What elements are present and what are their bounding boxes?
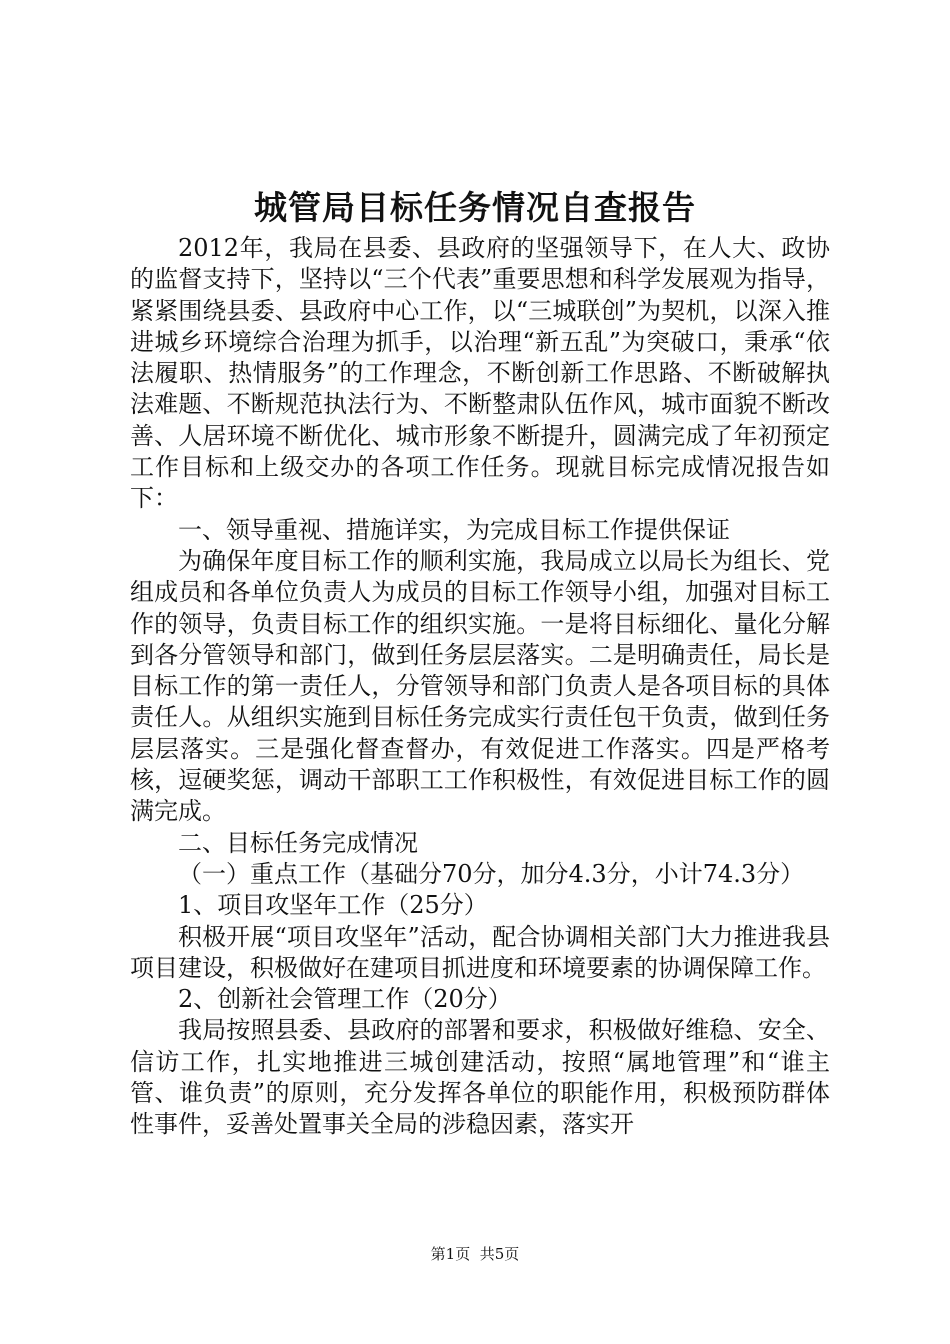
- item-heading-1: 1、项目攻坚年工作（25分）: [178, 891, 488, 920]
- item-heading-2: 2、创新社会管理工作（20分）: [178, 985, 512, 1014]
- subsection-heading-key-work: （一）重点工作（基础分70分，加分4.3分，小计74.3分）: [178, 859, 805, 888]
- paragraph-item-1: 积极开展“项目攻坚年”活动，配合协调相关部门大力推进我县项目建设，积极做好在建项目抓进度和环境要素的协调保障工作。: [130, 922, 830, 982]
- page-footer: [0, 1243, 950, 1265]
- paragraph-item-2: 我局按照县委、县政府的部署和要求，积极做好维稳、安全、信访工作，扎实地推进三城创建活动，按照“属地管理”和“谁主管、谁负责”的原则，充分发挥各单位的职能作用，积极预防群体性事件，妥善处置事关全局的涉稳因素，落实开: [130, 1016, 830, 1139]
- section-heading-1: 一、领导重视、措施详实，为完成目标工作提供保证: [178, 515, 730, 544]
- page-number: 第1页: [430, 1245, 471, 1263]
- document-body: [130, 233, 830, 1141]
- document-title: 城管局目标任务情况自查报告: [254, 188, 696, 227]
- page-total: 共5页: [479, 1245, 520, 1263]
- paragraph-intro: 2012年，我局在县委、县政府的坚强领导下，在人大、政协的监督支持下，坚持以“三个代表”重要思想和科学发展观为指导，紧紧围绕县委、县政府中心工作，以“三城联创”为契机，以深入推进城乡环境综合治理为抓手，以治理“新五乱”为突破口，秉承“依法履职、热情服务”的工作理念，不断创新工作思路、不断破解执法难题、不断规范执法行为、不断整肃队伍作风，城市面貌不断改善、人居环境不断优化、城市形象不断提升，圆满完成了年初预定工作目标和上级交办的各项工作任务。现就目标完成情况报告如下：: [130, 234, 830, 513]
- section-heading-2: 二、目标任务完成情况: [178, 828, 418, 857]
- paragraph-section-1: 为确保年度目标工作的顺利实施，我局成立以局长为组长、党组成员和各单位负责人为成员的目标工作领导小组，加强对目标工作的领导，负责目标工作的组织实施。一是将目标细化、量化分解到各分管领导和部门，做到任务层层落实。二是明确责任，局长是目标工作的第一责任人，分管领导和部门负责人是各项目标的具体责任人。从组织实施到目标任务完成实行责任包干负责，做到任务层层落实。三是强化督查督办，有效促进工作落实。四是严格考核，逗硬奖惩，调动干部职工工作积极性，有效促进目标工作的圆满完成。: [130, 546, 830, 826]
